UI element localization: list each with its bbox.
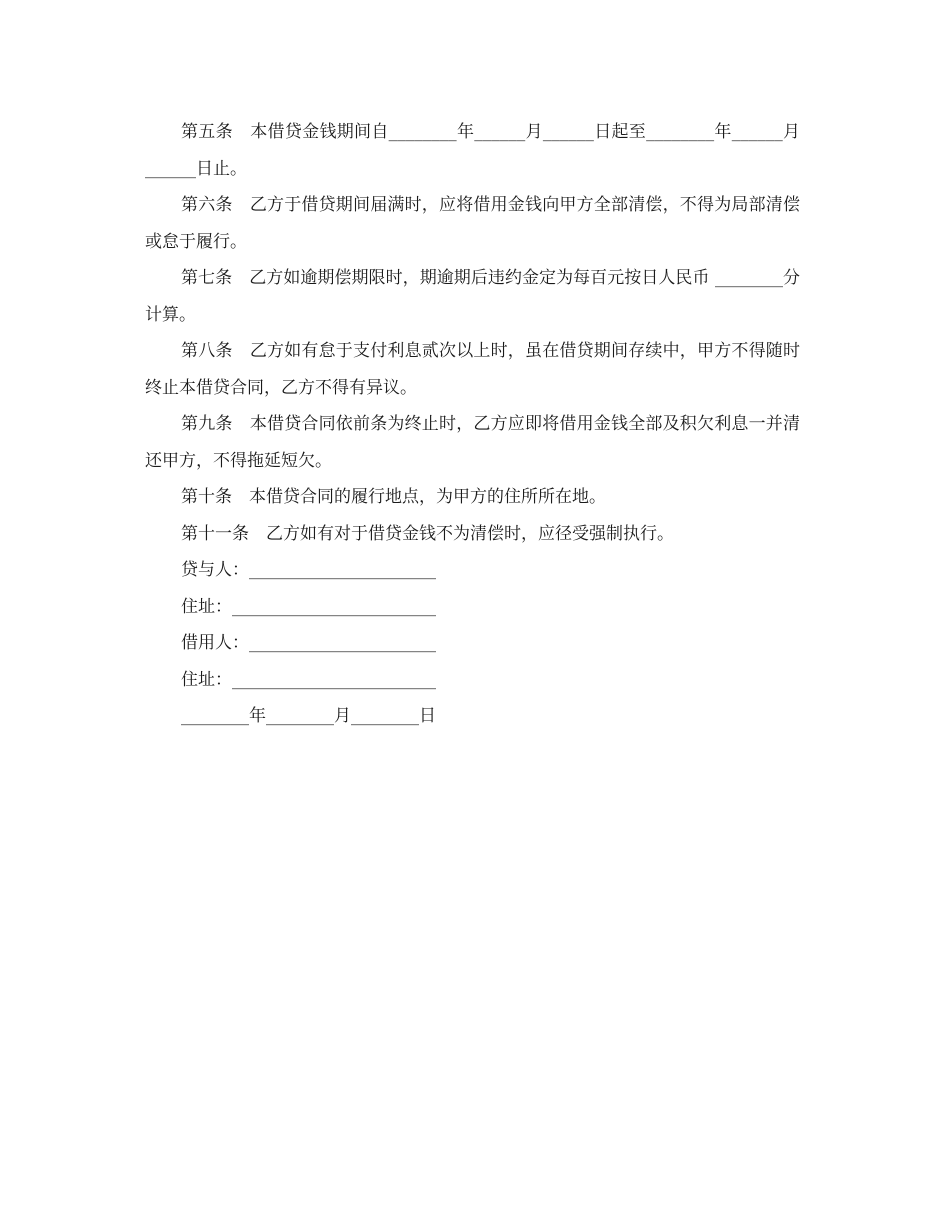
clause-10 (145, 479, 800, 516)
clause-number: 第六条 (181, 195, 233, 215)
clause-8 (145, 333, 800, 406)
lender-label: 贷与人： (181, 560, 249, 580)
clause-text: 本借贷合同依前条为终止时，乙方应即将借用金钱全部及积欠利息一并清还甲方，不得拖延短欠。 (145, 414, 801, 471)
lender-signature-line (145, 552, 800, 589)
borrower-address-blank: ________________________ (232, 669, 436, 690)
clause-7 (145, 260, 800, 333)
clause-text: 乙方如逾期偿期限时，期逾期后违约金定为每百元按日人民币 ________分计算。 (145, 268, 801, 325)
lender-address-blank: ________________________ (232, 596, 436, 617)
lender-address-label: 住址： (181, 596, 232, 617)
date-line (145, 698, 800, 735)
borrower-signature-line (145, 625, 800, 662)
clause-text: 乙方如有怠于支付利息贰次以上时，虽在借贷期间存续中，甲方不得随时终止本借贷合同，乙方不得有异议。 (145, 341, 801, 398)
clause-text: 乙方于借贷期间届满时，应将借用金钱向甲方全部清偿，不得为局部清偿或怠于履行。 (145, 195, 801, 252)
borrower-address-line (145, 662, 800, 699)
clause-6 (145, 187, 800, 260)
clause-number: 第八条 (181, 341, 233, 361)
contract-body (145, 114, 800, 735)
borrower-label: 借用人： (181, 633, 249, 653)
borrower-address-label: 住址： (181, 669, 232, 690)
date-blank: ________年________月________日 (181, 706, 436, 726)
clause-number: 第十条 (181, 487, 232, 507)
clause-number: 第七条 (181, 268, 233, 288)
borrower-blank: ______________________ (249, 633, 436, 653)
clause-9 (145, 406, 800, 479)
lender-blank: ______________________ (249, 560, 436, 580)
clause-11 (145, 516, 800, 553)
clause-text: 本借贷合同的履行地点，为甲方的住所所在地。 (249, 487, 606, 507)
clause-number: 第十一条 (181, 523, 249, 544)
clause-number: 第九条 (181, 414, 233, 434)
clause-text: 乙方如有对于借贷金钱不为清偿时，应径受强制执行。 (266, 523, 674, 544)
clause-5 (145, 114, 800, 187)
lender-address-line (145, 589, 800, 626)
clause-number: 第五条 (181, 122, 233, 142)
clause-text: 本借贷金钱期间自________年______月______日起至________年______月______日止。 (145, 122, 801, 179)
